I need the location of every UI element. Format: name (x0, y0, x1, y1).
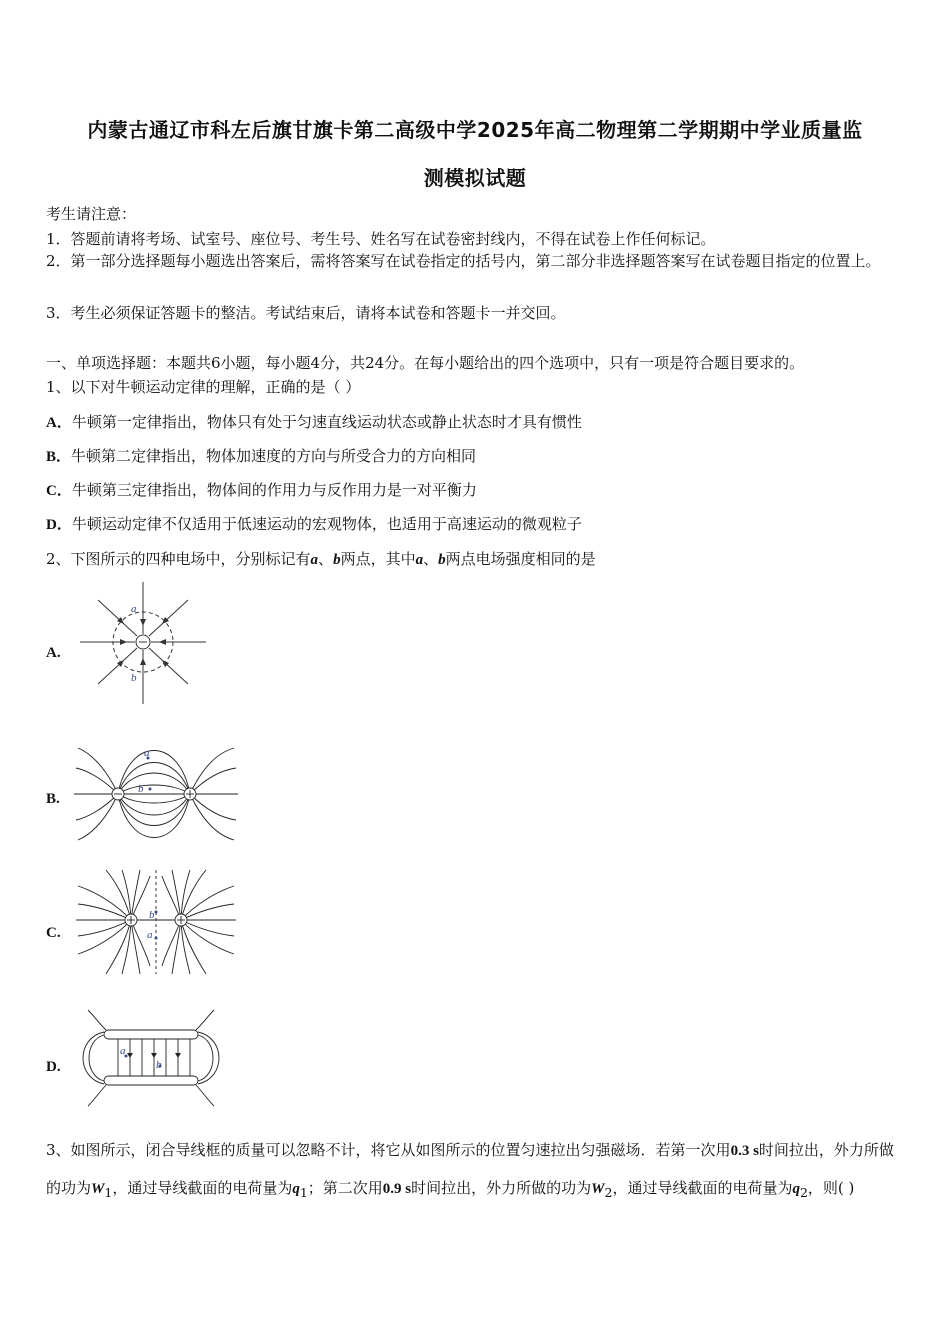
work-2-symbol: W (591, 1181, 605, 1197)
figure-d-parallel-plates (78, 1008, 224, 1108)
q2-stem-part: 两点电场强度相同的是 (445, 550, 596, 568)
figure-c-label: C. (46, 925, 61, 941)
q1-option-a (46, 411, 582, 432)
figure-c-like-charges (76, 870, 236, 974)
notice-item-1: 1．答题前请将考场、试室号、座位号、考生号、姓名写在试卷密封线内，不得在试卷上作任何标记。 (46, 230, 716, 248)
q3-text: ，通过导线截面的电荷量为 (612, 1179, 793, 1197)
q3-stem (46, 1132, 906, 1211)
option-label: A． (46, 415, 72, 431)
var-b: b (333, 552, 341, 568)
option-text: 牛顿运动定律不仅适用于低速运动的宏观物体，也适用于高速运动的微观粒子 (71, 515, 582, 533)
point-b-label: b (149, 909, 155, 921)
q1-option-d (46, 513, 582, 534)
work-2-subscript: 2 (604, 1185, 613, 1200)
q3-text: 时间拉出，外力所做的功为 (46, 1141, 894, 1197)
page-title-line-1: 内蒙古通辽市科左后旗甘旗卡第二高级中学2025年高二物理第二学期期中学业质量监 (87, 118, 863, 142)
point-b-label: b (138, 783, 144, 795)
q1-stem: 1、以下对牛顿运动定律的理解，正确的是（ ） (46, 378, 361, 396)
section-heading: 一、单项选择题：本题共6小题，每小题4分，共24分。在每小题给出的四个选项中，只有一项是符合题目要求的。 (46, 354, 805, 372)
page-title-line-2: 测模拟试题 (423, 166, 527, 190)
point-a-label: a (131, 603, 137, 615)
figure-b-label: B. (46, 791, 60, 807)
charge-2-symbol: q (792, 1181, 800, 1197)
point-b-label: b (156, 1059, 162, 1071)
option-text: 牛顿第一定律指出，物体只有处于匀速直线运动状态或静止状态时才具有惯性 (71, 413, 582, 431)
q3-text: 3、如图所示，闭合导线框的质量可以忽略不计，将它从如图所示的位置匀速拉出匀强磁场．若第一次用 (46, 1141, 731, 1159)
point-a-label: a (144, 747, 150, 759)
figure-a-label: A. (46, 645, 61, 661)
notice-item-3: 3．考生必须保证答题卡的整洁。考试结束后，请将本试卷和答题卡一并交回。 (46, 304, 566, 322)
figure-b-dipole (74, 744, 238, 844)
option-text: 牛顿第二定律指出，物体加速度的方向与所受合力的方向相同 (71, 447, 477, 465)
figure-d-label: D. (46, 1059, 61, 1075)
notice-item-2: 2．第一部分选择题每小题选出答案后，需将答案写在试卷指定的括号内，第二部分非选择题答案写在试卷题目指定的位置上。 (46, 252, 881, 270)
point-a-label: a (120, 1045, 126, 1057)
charge-1-subscript: 1 (299, 1185, 308, 1200)
q1-option-c (46, 479, 477, 500)
q1-option-b (46, 445, 476, 466)
var-a: a (415, 552, 424, 568)
q3-text: ，通过导线截面的电荷量为 (112, 1179, 293, 1197)
work-1-subscript: 1 (104, 1185, 113, 1200)
notice-heading: 考生请注意： (46, 205, 137, 223)
q2-stem (46, 548, 596, 569)
time-1: 0.3 s (730, 1143, 759, 1159)
q3-text: 时间拉出，外力所做的功为 (411, 1179, 592, 1197)
var-a: a (310, 552, 319, 568)
q2-stem-part: 2、下图所示的四种电场中，分别标记有 (46, 550, 311, 568)
option-label: D． (46, 517, 72, 533)
charge-1-symbol: q (292, 1181, 300, 1197)
option-label: B． (46, 449, 72, 465)
separator: 、 (423, 550, 439, 568)
q2-stem-part: 两点，其中 (340, 550, 416, 568)
work-1-symbol: W (91, 1181, 105, 1197)
q3-text: ，则( ) (807, 1179, 855, 1197)
option-label: C． (46, 483, 72, 499)
charge-2-subscript: 2 (799, 1185, 808, 1200)
separator: 、 (318, 550, 334, 568)
var-b: b (438, 552, 446, 568)
figure-a-point-charge (78, 582, 208, 704)
option-text: 牛顿第三定律指出，物体间的作用力与反作用力是一对平衡力 (71, 481, 477, 499)
time-2: 0.9 s (382, 1181, 412, 1197)
q3-text: ；第二次用 (307, 1179, 383, 1197)
point-a-label: a (147, 929, 153, 941)
point-b-label: b (131, 672, 137, 684)
